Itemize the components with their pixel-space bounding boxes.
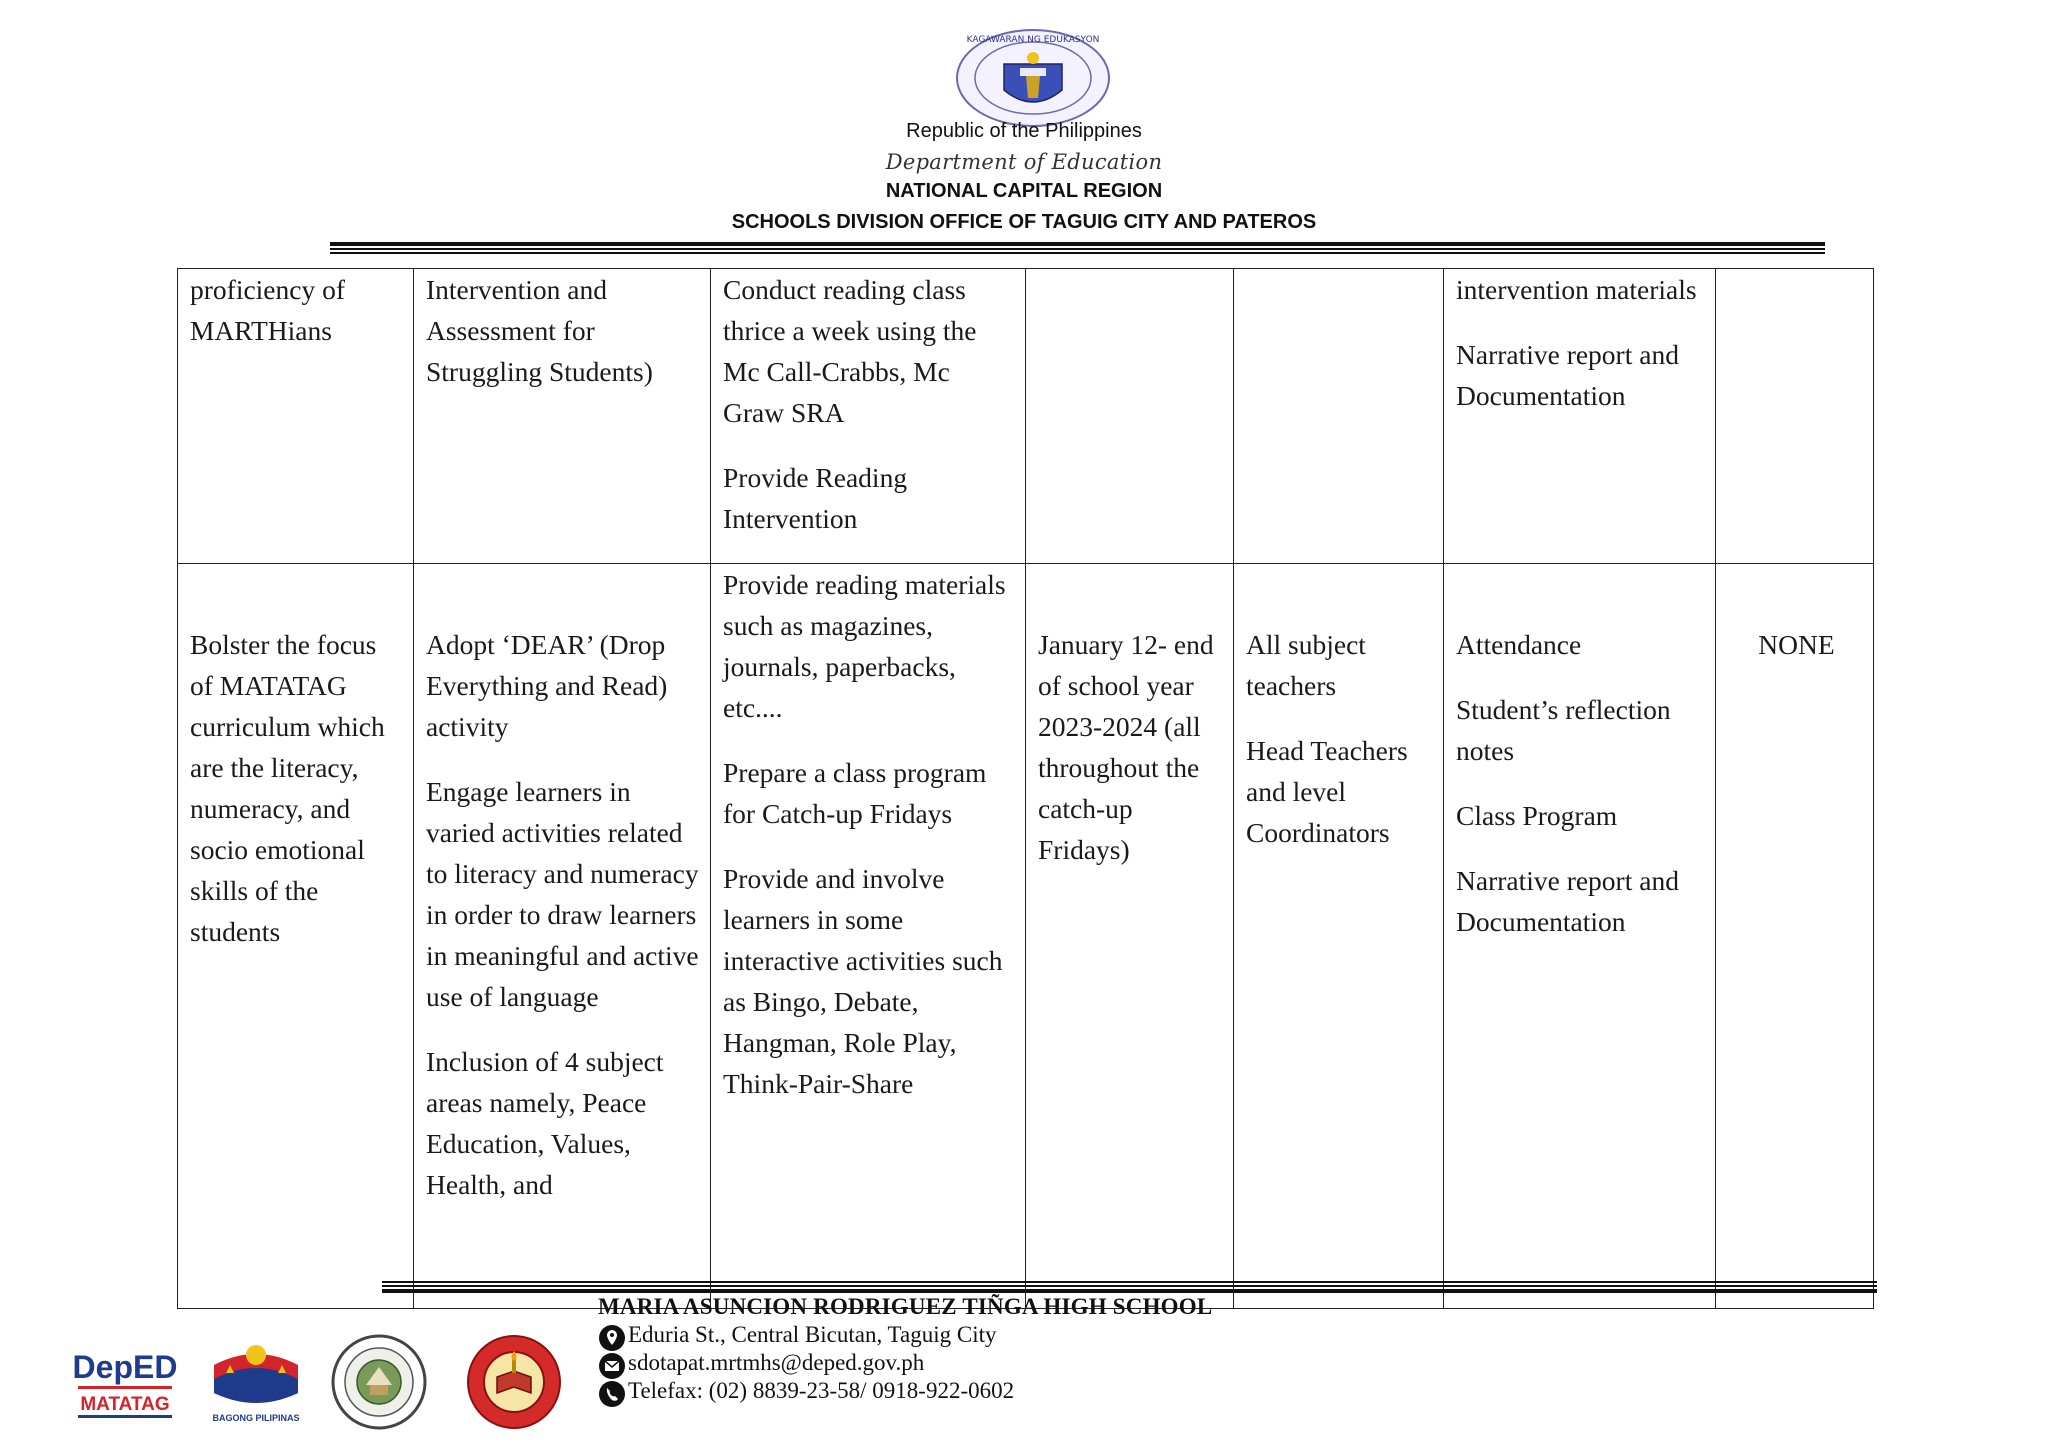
header-divider [330,242,1825,254]
sdo-taguig-seal-icon [330,1333,428,1431]
strategy-cell: Intervention and Assessment for Struggling Students) [414,269,711,564]
svg-text:MATATAG: MATATAG [80,1394,170,1415]
school-seal-icon [465,1333,563,1431]
phone-icon [598,1380,626,1408]
header-division-office: SCHOOLS DIVISION OFFICE OF TAGUIG CITY AND PATEROS [731,211,1317,233]
header-republic: Republic of the Philippines [906,120,1142,142]
action-plan-table [177,268,1874,1309]
timeline-cell: January 12- end of school year 2023-2024 (all throughout the catch-up Fridays) [1026,564,1234,1309]
header-region: NATIONAL CAPITAL REGION [885,180,1163,202]
remarks-cell [1716,269,1874,564]
persons-involved-cell: All subject teachers Head Teachers and level Coordinators [1234,564,1444,1309]
header-department: Department of Education [885,150,1163,174]
seal-text: KAGAWARAN NG EDUKASYON [966,35,1100,45]
table-row [178,564,1874,1309]
mov-cell: Attendance Student’s reflection notes Class Program Narrative report and Documentation [1444,564,1716,1309]
school-telefax: Telefax: (02) 8839-23-58/ 0918-922-0602 [628,1378,1015,1403]
persons-involved-cell [1234,269,1444,564]
activities-cell: Provide reading materials such as magazines, journals, paperbacks, etc.... Prepare a class program for Catch-up Fridays Provide and involve learners in some interactive activities such as Bingo, Debate, Hangman, Role Play, Think-Pair-Share [711,564,1026,1309]
activities-cell: Conduct reading class thrice a week using the Mc Call-Crabbs, Mc Graw SRA Provide Reading Intervention [711,269,1026,564]
mov-cell: intervention materials Narrative report and Documentation [1444,269,1716,564]
objective-cell: proficiency of MARTHians [178,269,414,564]
email-icon [598,1352,626,1380]
school-name: MARIA ASUNCION RODRIGUEZ TIÑGA HIGH SCHOOL [598,1294,1213,1319]
svg-text:DepED: DepED [72,1349,178,1385]
bagong-pilipinas-logo [200,1335,312,1425]
timeline-cell [1026,269,1234,564]
school-email: sdotapat.mrtmhs@deped.gov.ph [628,1350,925,1375]
objective-cell: Bolster the focus of MATATAG curriculum which are the literacy, numeracy, and socio emotional skills of the students [178,564,414,1309]
location-pin-icon [598,1324,626,1352]
deped-seal-icon [954,28,1112,128]
table-row [178,269,1874,564]
svg-text:BAGONG PILIPINAS: BAGONG PILIPINAS [212,1413,300,1423]
school-address: Eduria St., Central Bicutan, Taguig City [628,1322,997,1347]
deped-matatag-logo [70,1340,180,1422]
strategy-cell: Adopt ‘DEAR’ (Drop Everything and Read) activity Engage learners in varied activities related to literacy and numeracy in order to draw learners in meaningful and active use of language Inclusion of 4 subject areas namely, Peace Education, Values, Health, and [414,564,711,1309]
footer-divider [382,1281,1877,1293]
remarks-cell: NONE [1716,564,1874,1309]
